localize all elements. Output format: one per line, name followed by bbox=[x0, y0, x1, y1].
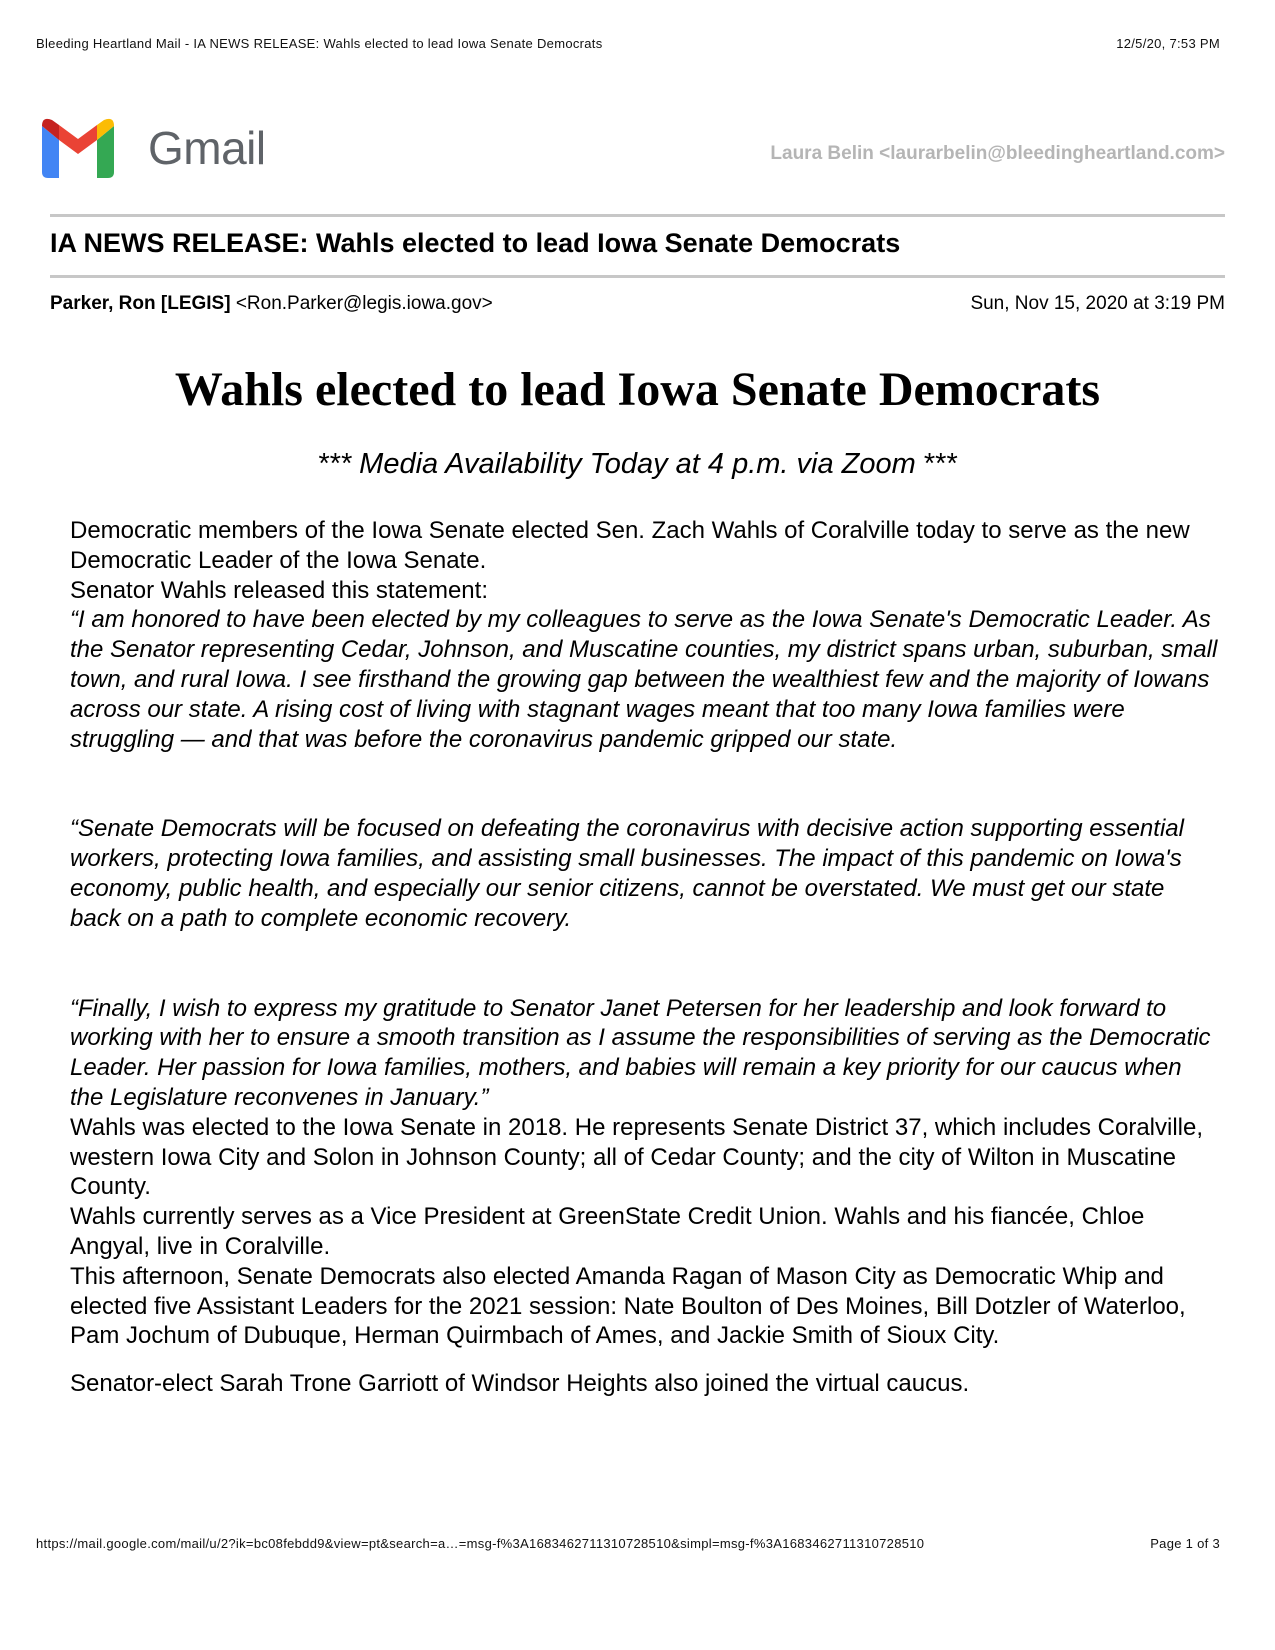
gmail-m-icon bbox=[42, 118, 114, 178]
print-footer-url: https://mail.google.com/mail/u/2?ik=bc08febdd9&view=pt&search=a…=msg-f%3A1683462711310728510&simpl=msg-f%3A1683462711310728510 bbox=[36, 1536, 925, 1551]
divider-bottom bbox=[50, 275, 1225, 278]
email-date: Sun, Nov 15, 2020 at 3:19 PM bbox=[970, 293, 1225, 314]
gmail-logo bbox=[42, 118, 266, 178]
release-body bbox=[70, 516, 1220, 1399]
subhead-end: *** bbox=[923, 448, 958, 480]
divider-top bbox=[50, 214, 1225, 217]
email-meta bbox=[50, 293, 1225, 315]
paragraph-senator-elect: Senator-elect Sarah Trone Garriott of Windsor Heights also joined the virtual caucus. bbox=[70, 1370, 970, 1398]
print-header bbox=[36, 36, 1220, 51]
gmail-wordmark: Gmail bbox=[148, 122, 266, 174]
email-subject: IA NEWS RELEASE: Wahls elected to lead Iowa Senate Democrats bbox=[50, 228, 901, 258]
sender-name: Parker, Ron [LEGIS] bbox=[50, 293, 231, 314]
print-header-datetime: 12/5/20, 7:53 PM bbox=[1116, 36, 1220, 51]
print-header-title: Bleeding Heartland Mail - IA NEWS RELEASE: Wahls elected to lead Iowa Senate Democrats bbox=[36, 36, 603, 51]
paragraph-bio: Wahls currently serves as a Vice President at GreenState Credit Union. Wahls and his fiancée, Chloe Angyal, live in Coralville. bbox=[70, 1203, 1145, 1260]
quote-3: “Finally, I wish to express my gratitude to Senator Janet Petersen for her leadership and look forward to working with her to ensure a smooth transition as I assume the responsibilities of serving as the Democratic Leader. Her passion for Iowa families, mothers, and babies will remain a key priority for our caucus when the Legislature reconvenes in January.” bbox=[70, 994, 1211, 1111]
release-subhead bbox=[0, 448, 1275, 481]
paragraph-intro: Democratic members of the Iowa Senate elected Sen. Zach Wahls of Coralville today to serve as the new Democratic Leader of the Iowa Senate. bbox=[70, 517, 1190, 574]
subhead-text: *** Media Availability Today at 4 p.m. via Zoom bbox=[317, 448, 916, 480]
sender bbox=[50, 293, 493, 315]
print-footer bbox=[36, 1536, 1220, 1551]
paragraph-statement-lead: Senator Wahls released this statement: bbox=[70, 576, 488, 604]
release-headline: Wahls elected to lead Iowa Senate Democrats bbox=[174, 363, 1101, 416]
account-identity: Laura Belin <laurarbelin@bleedingheartland.com> bbox=[770, 143, 1225, 164]
quote-2: “Senate Democrats will be focused on defeating the coronavirus with decisive action supporting essential workers, protecting Iowa families, and assisting small businesses. The impact of this pandemic on Iowa's economy, public health, and especially our senior citizens, cannot be overstated. We must get our state back on a path to complete economic recovery. bbox=[70, 815, 1184, 932]
paragraph-district: Wahls was elected to the Iowa Senate in 2018. He represents Senate District 37, which includes Coralville, western Iowa City and Solon in Johnson County; all of Cedar County; and the city of Wilton in Muscatine County. bbox=[70, 1113, 1204, 1201]
gmail-header bbox=[42, 118, 1225, 188]
sender-email: <Ron.Parker@legis.iowa.gov> bbox=[235, 293, 493, 314]
print-footer-page: Page 1 of 3 bbox=[1150, 1536, 1220, 1551]
paragraph-leadership: This afternoon, Senate Democrats also elected Amanda Ragan of Mason City as Democratic Whip and elected five Assistant Leaders for the 2021 session: Nate Boulton of Des Moines, Bill Dotzler of Waterloo, Pam Jochum of Dubuque, Herman Quirmbach of Ames, and Jackie Smith of Sioux City. bbox=[70, 1262, 1186, 1350]
quote-1: “I am honored to have been elected by my colleagues to serve as the Iowa Senate's Democratic Leader. As the Senator representing Cedar, Johnson, and Muscatine counties, my district spans urban, suburban, small town, and rural Iowa. I see firsthand the growing gap between the wealthiest few and the majority of Iowans across our state. A rising cost of living with stagnant wages meant that too many Iowa families were struggling — and that was before the coronavirus pandemic gripped our state. bbox=[70, 606, 1218, 753]
